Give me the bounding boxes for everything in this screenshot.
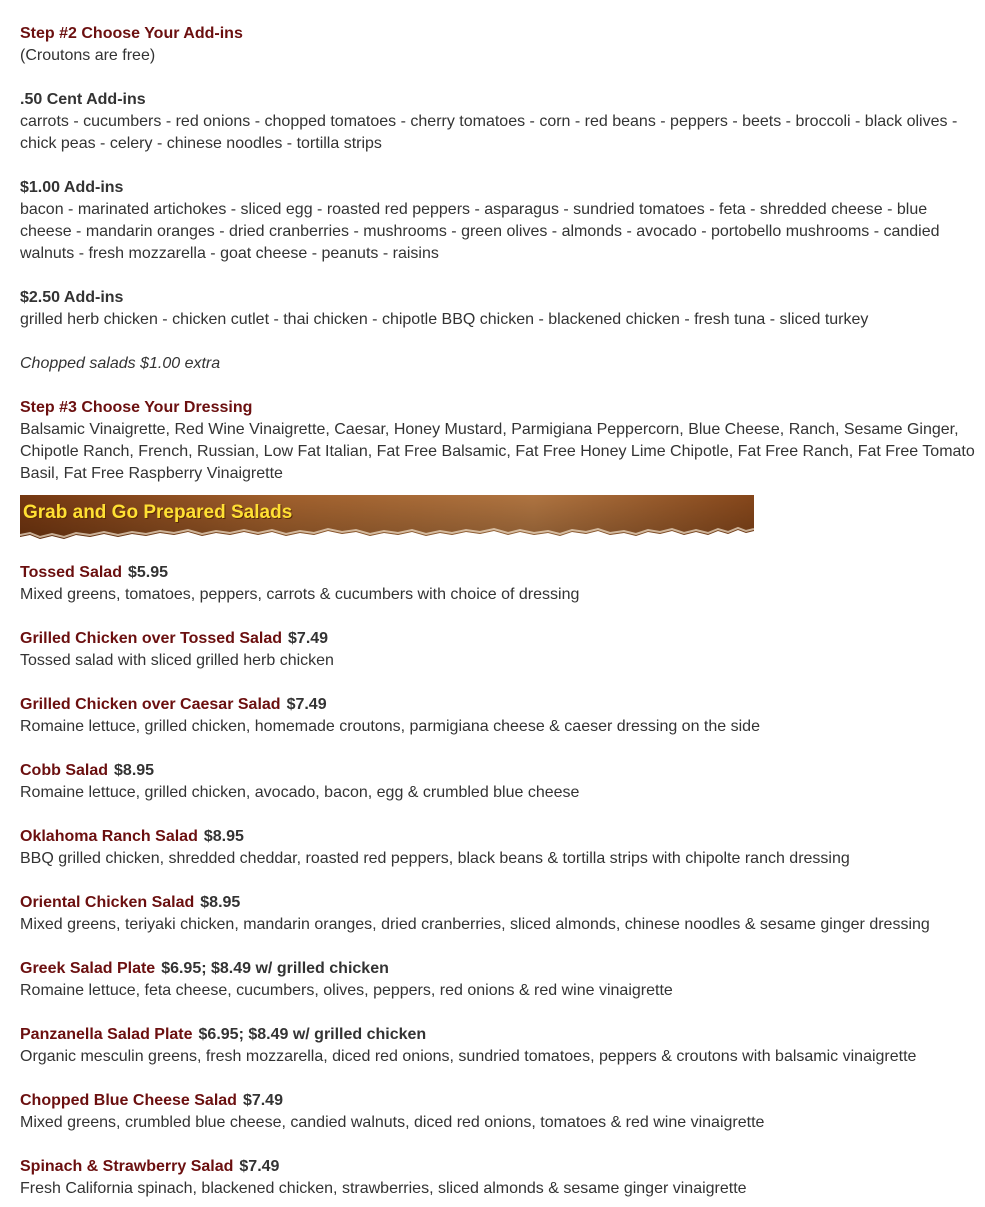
list-item	[20, 1156, 978, 1200]
salad-price: $6.95; $8.49 w/ grilled chicken	[198, 1026, 427, 1043]
salad-description: Romaine lettuce, feta cheese, cucumbers, olives, peppers, red onions & red wine vinaigrette	[20, 982, 673, 999]
salad-name: Spinach & Strawberry Salad	[20, 1158, 234, 1175]
addins-items: bacon - marinated artichokes - sliced egg - roasted red peppers - asparagus - sundried tomatoes - feta - shredded cheese - blue cheese - mandarin oranges - dried cranberries - mushrooms - green olives - almonds - avocado - portobello mushrooms - candied walnuts - fresh mozzarella - goat cheese - peanuts - raisins	[20, 201, 940, 262]
salad-price: $7.49	[288, 630, 329, 647]
salad-name: Panzanella Salad Plate	[20, 1026, 193, 1043]
addins-50-section	[20, 89, 978, 155]
chopped-note: Chopped salads $1.00 extra	[20, 355, 221, 372]
list-item	[20, 628, 978, 672]
step2-title: Step #2 Choose Your Add-ins	[20, 25, 243, 42]
addins-250-section	[20, 287, 978, 331]
step3-title: Step #3 Choose Your Dressing	[20, 399, 253, 416]
salad-description: Mixed greens, teriyaki chicken, mandarin oranges, dried cranberries, sliced almonds, chinese noodles & sesame ginger dressing	[20, 916, 930, 933]
step2-section	[20, 23, 978, 67]
salad-name: Oriental Chicken Salad	[20, 894, 195, 911]
addins-title: $1.00 Add-ins	[20, 179, 124, 196]
list-item	[20, 1024, 978, 1068]
addins-title: $2.50 Add-ins	[20, 289, 124, 306]
section-banner	[20, 495, 754, 543]
salad-description: Organic mesculin greens, fresh mozzarella, diced red onions, sundried tomatoes, peppers & croutons with balsamic vinaigrette	[20, 1048, 917, 1065]
list-item	[20, 892, 978, 936]
step3-section	[20, 397, 978, 485]
salad-name: Greek Salad Plate	[20, 960, 156, 977]
banner-title: Grab and Go Prepared Salads	[23, 502, 293, 523]
salad-name: Grilled Chicken over Tossed Salad	[20, 630, 283, 647]
addins-100-section	[20, 177, 978, 265]
addins-items: carrots - cucumbers - red onions - chopped tomatoes - cherry tomatoes - corn - red beans - peppers - beets - broccoli - black olives - chick peas - celery - chinese noodles - tortilla strips	[20, 113, 958, 152]
salad-price: $5.95	[127, 564, 169, 581]
step2-note: (Croutons are free)	[20, 47, 156, 64]
menu-page	[20, 0, 978, 1200]
salad-name: Tossed Salad	[20, 564, 122, 581]
salad-price: $7.49	[242, 1092, 283, 1109]
addins-items: grilled herb chicken - chicken cutlet - thai chicken - chipotle BBQ chicken - blackened chicken - fresh tuna - sliced turkey	[20, 311, 869, 328]
list-item	[20, 826, 978, 870]
salad-price: $8.95	[200, 894, 241, 911]
list-item	[20, 562, 978, 606]
salad-description: Tossed salad with sliced grilled herb chicken	[20, 652, 334, 669]
dressing-list: Balsamic Vinaigrette, Red Wine Vinaigrette, Caesar, Honey Mustard, Parmigiana Peppercorn, Blue Cheese, Ranch, Sesame Ginger, Chipotle Ranch, French, Russian, Low Fat Italian, Fat Free Balsamic, Fat Free Honey Lime Chipotle, Fat Free Ranch, Fat Free Tomato Basil, Fat Free Raspberry Vinaigrette	[20, 421, 975, 482]
list-item	[20, 958, 978, 1002]
salad-price: $6.95; $8.49 w/ grilled chicken	[161, 960, 389, 977]
list-item	[20, 1090, 978, 1134]
list-item	[20, 694, 978, 738]
top-spacer	[20, 0, 978, 23]
salad-name: Grilled Chicken over Caesar Salad	[20, 696, 281, 713]
salad-description: Mixed greens, tomatoes, peppers, carrots & cucumbers with choice of dressing	[20, 586, 580, 603]
salad-price: $8.95	[203, 828, 244, 845]
salad-description: Mixed greens, crumbled blue cheese, candied walnuts, diced red onions, tomatoes & red wine vinaigrette	[20, 1114, 765, 1131]
addins-title: .50 Cent Add-ins	[20, 91, 146, 108]
salad-name: Oklahoma Ranch Salad	[20, 828, 198, 845]
salad-name: Cobb Salad	[20, 762, 109, 779]
salad-price: $8.95	[114, 762, 155, 779]
list-item	[20, 760, 978, 804]
salad-description: Fresh California spinach, blackened chicken, strawberries, sliced almonds & sesame ginger vinaigrette	[20, 1180, 747, 1197]
salad-description: BBQ grilled chicken, shredded cheddar, roasted red peppers, black beans & tortilla strips with chipolte ranch dressing	[20, 850, 850, 867]
salad-list	[20, 562, 978, 1200]
salad-price: $7.49	[239, 1158, 280, 1175]
salad-description: Romaine lettuce, grilled chicken, homemade croutons, parmigiana cheese & caeser dressing on the side	[20, 718, 760, 735]
salad-description: Romaine lettuce, grilled chicken, avocado, bacon, egg & crumbled blue cheese	[20, 784, 580, 801]
salad-price: $7.49	[286, 696, 327, 713]
salad-name: Chopped Blue Cheese Salad	[20, 1092, 237, 1109]
